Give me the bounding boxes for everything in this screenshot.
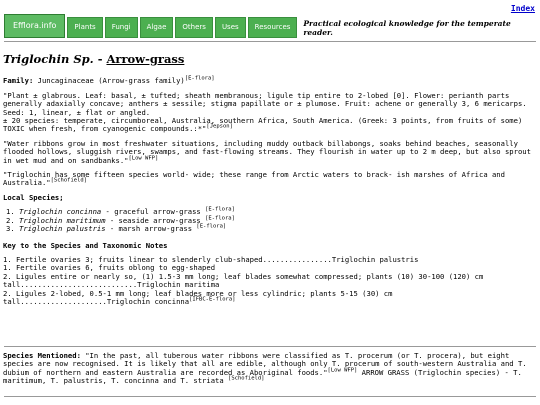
key-line: 2. Ligules entire or nearly so, (1) 1.5-3 mm long; leaf blades somewhat compressed; plants (10) 30-100 (120) cm [3,271,484,281]
section-divider [4,346,536,347]
description-text-2: ± 20 species: temperate, circumboreal, Australia, southern Africa, South America. (Greek: 3 points, from fruits of some) TOXIC when fresh, from cyanogenic compounds.:*" [3,116,523,134]
species-name: Triglochin concinna [19,207,102,217]
key-line: 1. Fertile ovaries 3; fruits linear to slenderly club-shaped................Triglochin palustris [3,254,419,264]
family-label: Family: [3,76,34,86]
index-link[interactable]: Index [510,4,535,13]
range-text: "Triglochin has some fifteen species world- wide; these range from Arctic waters to brack- ish marshes of Africa and Australia." [3,170,505,188]
title-genus: Triglochin Sp. [3,52,94,66]
nav-fungi-button[interactable]: Fungi [105,17,138,38]
top-navbar [4,14,540,38]
nav-resources-button[interactable]: Resources [248,17,298,38]
key-lines [3,256,536,306]
description-ref: [Jepson] [206,124,233,131]
habitat-paragraph [3,140,536,165]
description-text: "Plant ± glabrous. Leaf: basal, ± tufted; sheath membranous; ligule tip entire to 2-lobed [0]. Flower: perianth parts generally adaxially concave; anthers ± sessile; stigma papillate or ± plumose. Fruit: achene or generally 3, 6 mericarps. Seed: 1, linear, ± flat or angled. [3,90,527,117]
page-title [3,52,536,66]
key-line: 1. Fertile ovaries 6, fruits oblong to egg-shaped [3,263,216,273]
species-mentioned-text-2: ARROW GRASS (Triglochin species) - T. maritimum, T. palustris, T. concinna and T. striata [3,367,522,386]
header-divider [4,41,536,42]
species-mentioned-ref-1: [Low WFP] [327,367,358,374]
species-mentioned-section [3,352,536,392]
footer-divider [4,396,536,397]
local-species-heading: Local Species; [3,192,64,202]
species-mentioned-label: Species Mentioned: [3,351,81,360]
habitat-ref: [Low WFP] [128,155,159,162]
list-item [19,225,536,233]
key-line [3,298,536,306]
species-ref: [E-flora] [196,223,227,230]
nav-others-button[interactable]: Others [175,17,213,38]
key-heading: Key to the Species and Taxonomic Notes [3,240,168,250]
key-line: tall...........................Triglochin maritima [3,280,220,290]
title-common-name: Arrow-grass [106,52,185,66]
family-line [3,77,536,85]
key-line: 2. Ligules 2-lobed, 0.5-1 mm long; leaf blades more or less cylindric; plants 5-15 (30) cm [3,288,393,298]
article-body [3,52,536,320]
site-tagline: Practical ecological knowledge for the temperate reader. [303,19,511,37]
key-line-text: tall....................Triglochin concinna [3,296,190,306]
local-species-list [3,208,536,233]
description-paragraph [3,92,536,134]
range-paragraph [3,171,536,188]
species-name: Triglochin maritimum [19,215,106,225]
species-common: - seaside arrow-grass [105,215,206,225]
habitat-text: "Water ribbons grow in most freshwater situations, including muddy outback billabongs, soaks behind beaches, seasonally flooded hollows, sluggish rivers, swamps, and fast-flowing streams. They flourish in water up to 2 m deep, but also sprout in wet mud and on sandbanks." [3,138,531,165]
species-ref: [E-flora] [205,206,235,213]
species-mentioned-text: "In the past, all tuberous water ribbons were classified as T. procerum (or T. procera), but eight species are now recognised. It is likely that all are edible, although only T. procerum of south-western Australia and T. dubium of northern and eastern Australia are recorded as Aboriginal foods." [3,351,527,377]
family-value: Juncaginaceae (Arrow-grass family) [37,76,185,86]
title-separator: - [93,52,107,66]
family-ref: [E-flora] [184,76,215,83]
brand-home-button[interactable]: Efflora.info [4,14,65,38]
species-common: - graceful arrow-grass [101,207,206,217]
nav-algae-button[interactable]: Algae [140,17,174,38]
range-ref: [Schofield] [50,178,88,185]
nav-uses-button[interactable]: Uses [215,17,246,38]
species-common: - marsh arrow-grass [105,224,197,234]
species-ref: [E-flora] [205,215,235,222]
key-ref: [IFBC-E-flora] [189,296,236,303]
species-name: Triglochin palustris [19,224,106,234]
nav-plants-button[interactable]: Plants [67,17,102,38]
species-mentioned-paragraph [3,352,536,386]
species-mentioned-ref-2: [Schofield] [228,375,265,382]
